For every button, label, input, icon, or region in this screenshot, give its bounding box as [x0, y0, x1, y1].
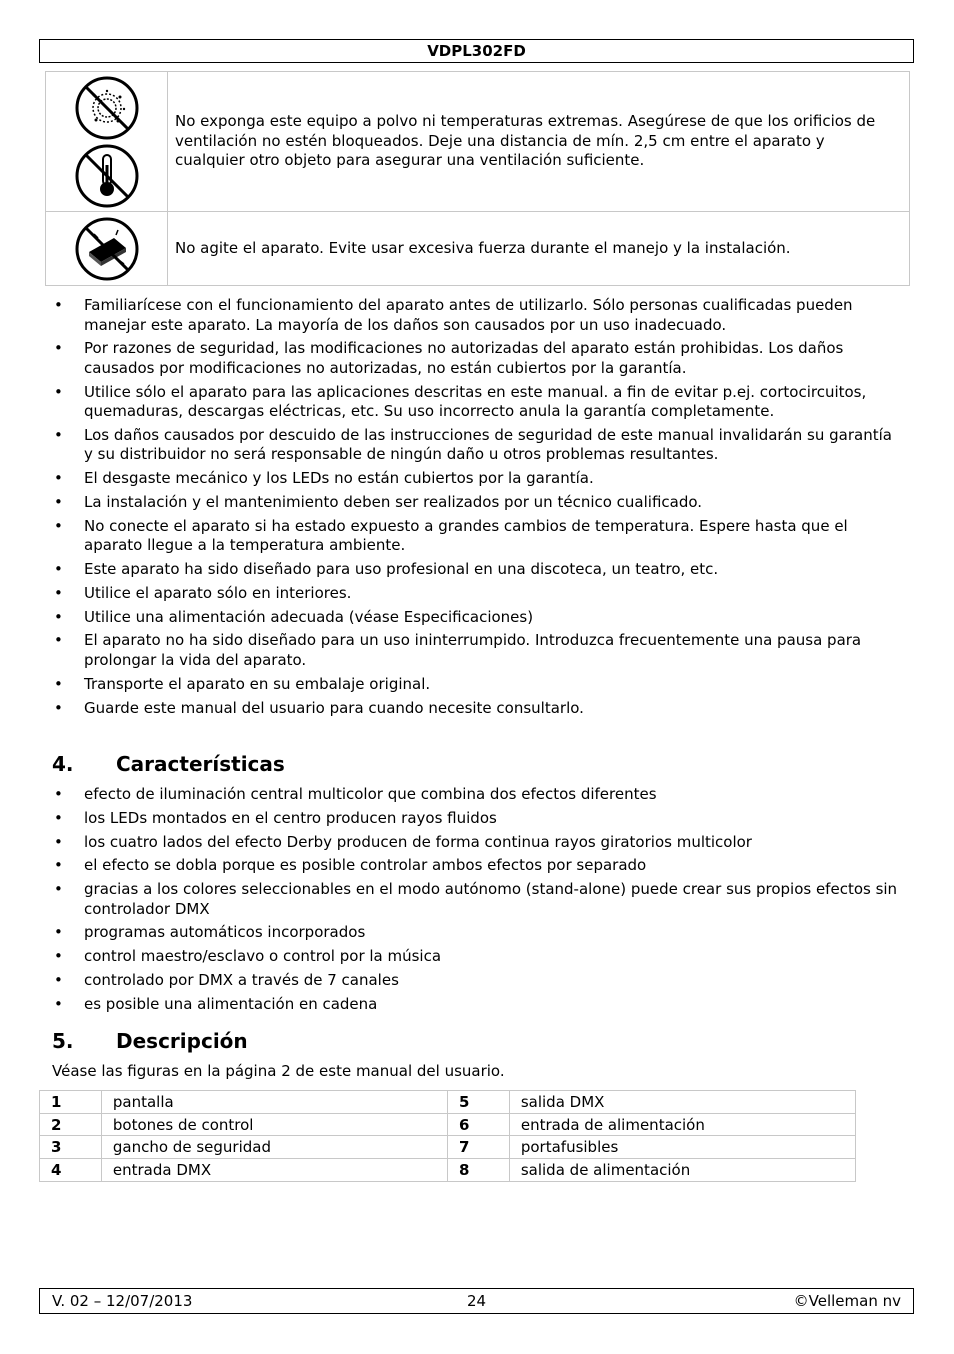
safety-instructions-list	[52, 296, 902, 722]
list-item-text: El aparato no ha sido diseñado para un uso ininterrumpido. Introduzca frecuentemente una pausa para prolongar la vida del aparato.	[84, 631, 862, 669]
list-item-text: Por razones de seguridad, las modificaciones no autorizadas del aparato están prohibidas. Los daños causados por modificaciones no autorizadas, no están cubiertos por la garantía.	[84, 339, 844, 377]
part-label: botones de control	[101, 1113, 447, 1136]
part-number: 6	[447, 1113, 509, 1136]
bullet-symbol: •	[54, 808, 63, 827]
version-date: V. 02 – 12/07/2013	[52, 1292, 193, 1310]
page-number: 24	[466, 1292, 487, 1310]
part-number: 4	[40, 1159, 102, 1182]
table-row	[40, 1136, 856, 1159]
list-item-text: Utilice el aparato sólo en interiores.	[84, 583, 352, 602]
list-item-text: El desgaste mecánico y los LEDs no están cubiertos por la garantía.	[84, 469, 594, 488]
bullet-symbol: •	[54, 382, 63, 401]
list-item-text: Transporte el aparato en su embalaje original.	[84, 674, 431, 693]
list-item-text: gracias a los colores seleccionables en el modo autónomo (stand-alone) puede crear sus propios efectos sin controlador DMX	[84, 880, 898, 918]
bullet-symbol: •	[54, 674, 63, 693]
list-item	[52, 699, 902, 719]
list-item	[52, 809, 902, 829]
table-row	[40, 1113, 856, 1136]
section-number: 5.	[52, 1029, 74, 1053]
bullet-symbol: •	[54, 698, 63, 717]
part-label: entrada DMX	[101, 1159, 447, 1182]
list-item	[52, 608, 902, 628]
list-item-text: los LEDs montados en el centro producen rayos fluidos	[84, 808, 497, 827]
warning-row	[46, 212, 910, 286]
list-item	[52, 584, 902, 604]
list-item	[52, 469, 902, 489]
features-list	[52, 785, 902, 1019]
warning-text: No exponga este equipo a polvo ni temperaturas extremas. Asegúrese de que los orificios de ventilación no estén bloqueados. Deje una distancia de mín. 2,5 cm entre el aparato y cualquier otro objeto para asegurar una ventilación suficiente.	[168, 72, 910, 212]
bullet-symbol: •	[54, 631, 63, 650]
no-extreme-temperature-icon	[74, 143, 140, 209]
part-number: 5	[447, 1091, 509, 1114]
bullet-symbol: •	[54, 296, 63, 314]
list-item	[52, 675, 902, 695]
table-row	[40, 1091, 856, 1114]
part-label: salida de alimentación	[509, 1159, 855, 1182]
section-title: Descripción	[116, 1029, 248, 1053]
no-shaking-icon	[74, 216, 140, 282]
section-heading-description	[52, 1029, 248, 1053]
list-item	[52, 856, 902, 876]
page-header	[39, 39, 914, 63]
description-intro: Véase las figuras en la página 2 de este manual del usuario.	[52, 1062, 505, 1080]
part-label: pantalla	[101, 1091, 447, 1114]
bullet-symbol: •	[54, 832, 63, 851]
part-label: salida DMX	[509, 1091, 855, 1114]
bullet-symbol: •	[54, 583, 63, 602]
list-item	[52, 833, 902, 853]
model-name: VDPL302FD	[427, 42, 526, 60]
bullet-symbol: •	[54, 492, 63, 511]
list-item	[52, 560, 902, 580]
list-item-text: La instalación y el mantenimiento deben ser realizados por un técnico cualificado.	[84, 492, 703, 511]
warning-icons-cell	[46, 212, 168, 286]
bullet-symbol: •	[54, 785, 63, 803]
list-item-text: el efecto se dobla porque es posible controlar ambos efectos por separado	[84, 856, 647, 875]
part-number: 3	[40, 1136, 102, 1159]
bullet-symbol: •	[54, 947, 63, 966]
list-item	[52, 426, 902, 465]
list-item-text: No conecte el aparato si ha estado expuesto a grandes cambios de temperatura. Espere hasta que el aparato llegue a la temperatura ambiente.	[84, 516, 848, 555]
warning-text: No agite el aparato. Evite usar excesiva fuerza durante el manejo y la instalación.	[168, 212, 910, 286]
part-number: 7	[447, 1136, 509, 1159]
list-item-text: es posible una alimentación en cadena	[84, 994, 378, 1013]
warning-icons-cell	[46, 72, 168, 212]
section-heading-features	[52, 752, 285, 776]
list-item-text: Este aparato ha sido diseñado para uso profesional en una discoteca, un teatro, etc.	[84, 560, 719, 579]
bullet-symbol: •	[54, 425, 63, 444]
list-item-text: control maestro/esclavo o control por la música	[84, 947, 442, 966]
list-item-text: Guarde este manual del usuario para cuando necesite consultarlo.	[84, 698, 584, 717]
list-item	[52, 923, 902, 943]
bullet-symbol: •	[54, 994, 63, 1013]
description-table	[39, 1090, 856, 1182]
list-item	[52, 971, 902, 991]
bullet-symbol: •	[54, 856, 63, 875]
list-item	[52, 631, 902, 670]
part-label: entrada de alimentación	[509, 1113, 855, 1136]
part-label: portafusibles	[509, 1136, 855, 1159]
list-item-text: efecto de iluminación central multicolor que combina dos efectos diferentes	[84, 785, 657, 803]
part-number: 1	[40, 1091, 102, 1114]
bullet-symbol: •	[54, 880, 63, 899]
list-item	[52, 995, 902, 1015]
list-item	[52, 880, 902, 919]
list-item-text: los cuatro lados del efecto Derby producen de forma continua rayos giratorios multicolor	[84, 832, 752, 851]
warning-table	[45, 71, 910, 286]
list-item-text: Los daños causados por descuido de las instrucciones de seguridad de este manual invalidarán su garantía y su distribuidor no será responsable de ningún daño u otros problemas resultantes.	[84, 425, 892, 464]
list-item-text: Familiarícese con el funcionamiento del aparato antes de utilizarlo. Sólo personas cualificadas pueden manejar este aparato. La mayoría de los daños son causados por un uso inadecuado.	[84, 296, 853, 334]
list-item	[52, 947, 902, 967]
list-item-text: programas automáticos incorporados	[84, 923, 366, 942]
copyright: ©Velleman nv	[793, 1292, 901, 1310]
bullet-symbol: •	[54, 516, 63, 535]
bullet-symbol: •	[54, 923, 63, 942]
table-row	[40, 1159, 856, 1182]
list-item	[52, 383, 902, 422]
list-item	[52, 493, 902, 513]
bullet-symbol: •	[54, 607, 63, 626]
bullet-symbol: •	[54, 469, 63, 488]
list-item-text: Utilice una alimentación adecuada (véase Especificaciones)	[84, 607, 534, 626]
bullet-symbol: •	[54, 339, 63, 358]
list-item	[52, 517, 902, 556]
no-dust-icon	[74, 75, 140, 141]
part-label: gancho de seguridad	[101, 1136, 447, 1159]
list-item-text: controlado por DMX a través de 7 canales	[84, 971, 399, 990]
list-item-text: Utilice sólo el aparato para las aplicaciones descritas en este manual. a fin de evitar p.ej. cortocircuitos, quemaduras, descargas eléctricas, etc. Su uso incorrecto anula la garantía completamente.	[84, 382, 867, 421]
part-number: 8	[447, 1159, 509, 1182]
list-item	[52, 296, 902, 335]
list-item	[52, 785, 902, 805]
list-item	[52, 339, 902, 378]
section-number: 4.	[52, 752, 74, 776]
warning-row	[46, 72, 910, 212]
bullet-symbol: •	[54, 560, 63, 579]
page-footer	[39, 1288, 914, 1314]
section-title: Características	[116, 752, 285, 776]
bullet-symbol: •	[54, 971, 63, 990]
part-number: 2	[40, 1113, 102, 1136]
